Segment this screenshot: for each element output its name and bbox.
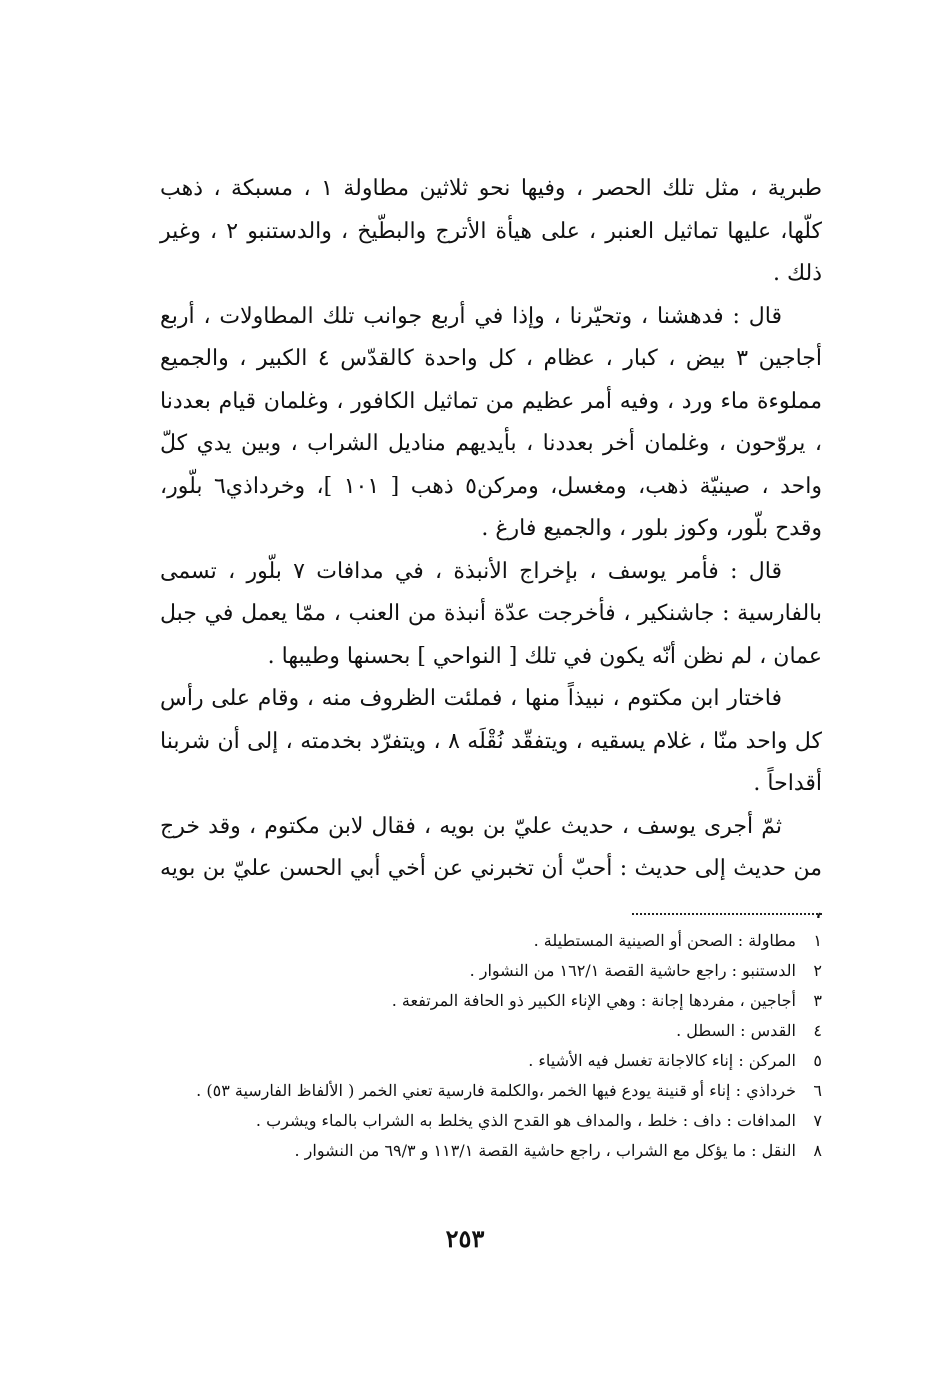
paragraph: ثمّ أجرى يوسف ، حديث عليّ بن بويه ، فقال لابن مكتوم ، وقد خرج من حديث إلى حديث : أحبّ أن تخبرني عن أخي أبي الحسن عليّ بن بويه ، <box>160 813 822 924</box>
footnote <box>140 1046 822 1076</box>
footnote-number: ٦ <box>813 1081 822 1100</box>
footnote-text: المركن : إناء كالاجانة تغسل فيه الأشياء . <box>528 1051 796 1070</box>
footnote <box>140 926 822 956</box>
footnote-number: ٣ <box>813 991 822 1010</box>
page-number: ٢٥٣ <box>445 1224 485 1253</box>
footnote <box>140 986 822 1016</box>
footnote-number: ٧ <box>813 1111 822 1130</box>
footnotes <box>140 926 822 1166</box>
footnote-text: الدستنبو : راجع حاشية القصة ١٦٢/١ من النشوار . <box>469 961 796 980</box>
footnote <box>140 1016 822 1046</box>
paragraph: قال : فدهشنا ، وتحيّرنا ، وإذا في أربع جوانب تلك المطاولات ، أربع أجاجين ٣ بيض ، كبار ، عظام ، كل واحدة كالقدّس ٤ الكبير ، والجميع مملوءة ماء ورد ، وفيه أمر عظيم من تماثيل الكافور ، وغلمان قيام بعددنا ، يروّحون ، وغلمان أخر بعددنا ، بأيديهم مناديل الشراب ، وبين يدي كلّ واحد ، صينيّة ذهب، ومغسل، ومركن٥ ذهب [ ١٠١ ]، وخرداذي٦ بلّور، وقدح بلّور، وكوز بلور ، والجميع فارغ . <box>160 303 823 541</box>
footnote-number: ٤ <box>813 1021 822 1040</box>
footnote-number: ١ <box>813 931 822 950</box>
footnote-text: المدافات : داف : خلط ، والمداف هو القدح الذي يخلط به الشراب بالماء ويشرب . <box>255 1111 796 1130</box>
footnote-text: مطاولة : الصحن أو الصينية المستطيلة . <box>533 931 796 950</box>
footnote-number: ٨ <box>813 1141 822 1160</box>
footnote-text: خرداذي : إناء أو قنينة يودع فيها الخمر ،والكلمة فارسية تعني الخمر ( الألفاظ الفارسية ٥٣) . <box>196 1081 796 1100</box>
paragraph: قال : فأمر يوسف ، بإخراج الأنبذة ، في مدافات ٧ بلّور ، تسمى بالفارسية : جاشنكير ، فأخرجت عدّة أنبذة من العنب ، ممّا يعمل في جبل عمان ، لم نظن أنّه يكون في تلك [ النواحي ] بحسنها وطيبها . <box>160 558 822 669</box>
footnote <box>140 956 822 986</box>
footnote <box>140 1136 822 1166</box>
footnote-text: النقل : ما يؤكل مع الشراب ، راجع حاشية القصة ١١٣/١ و ٦٩/٣ من النشوار . <box>294 1141 796 1160</box>
footnote-divider <box>632 913 822 915</box>
main-text <box>160 168 822 933</box>
footnote-text: القدس : السطل . <box>676 1021 796 1040</box>
paragraph: فاختار ابن مكتوم ، نبيذاً منها ، فملئت الظروف منه ، وقام على رأس كل واحد منّا ، غلام يسقيه ، ويتفقّد نُقْلَه ٨ ، ويتفرّد بخدمته ، إلى أن شربنا أقداحاً . <box>160 686 822 796</box>
footnote-text: أجاجين ، مفردها إجانة : وهي الإناء الكبير ذو الحافة المرتفعة . <box>391 991 796 1010</box>
footnote-number: ٢ <box>813 961 822 980</box>
footnote-number: ٥ <box>813 1051 822 1070</box>
paragraph: طبرية ، مثل تلك الحصر ، وفيها نحو ثلاثين مطاولة ١ ، مسبكة ، ذهب كلّها، عليها تماثيل العنبر ، على هيأة الأترج والبطّيخ ، والدستنبو ٢ ، وغير ذلك . <box>160 176 822 286</box>
footnote <box>140 1106 822 1136</box>
footnote <box>140 1076 822 1106</box>
